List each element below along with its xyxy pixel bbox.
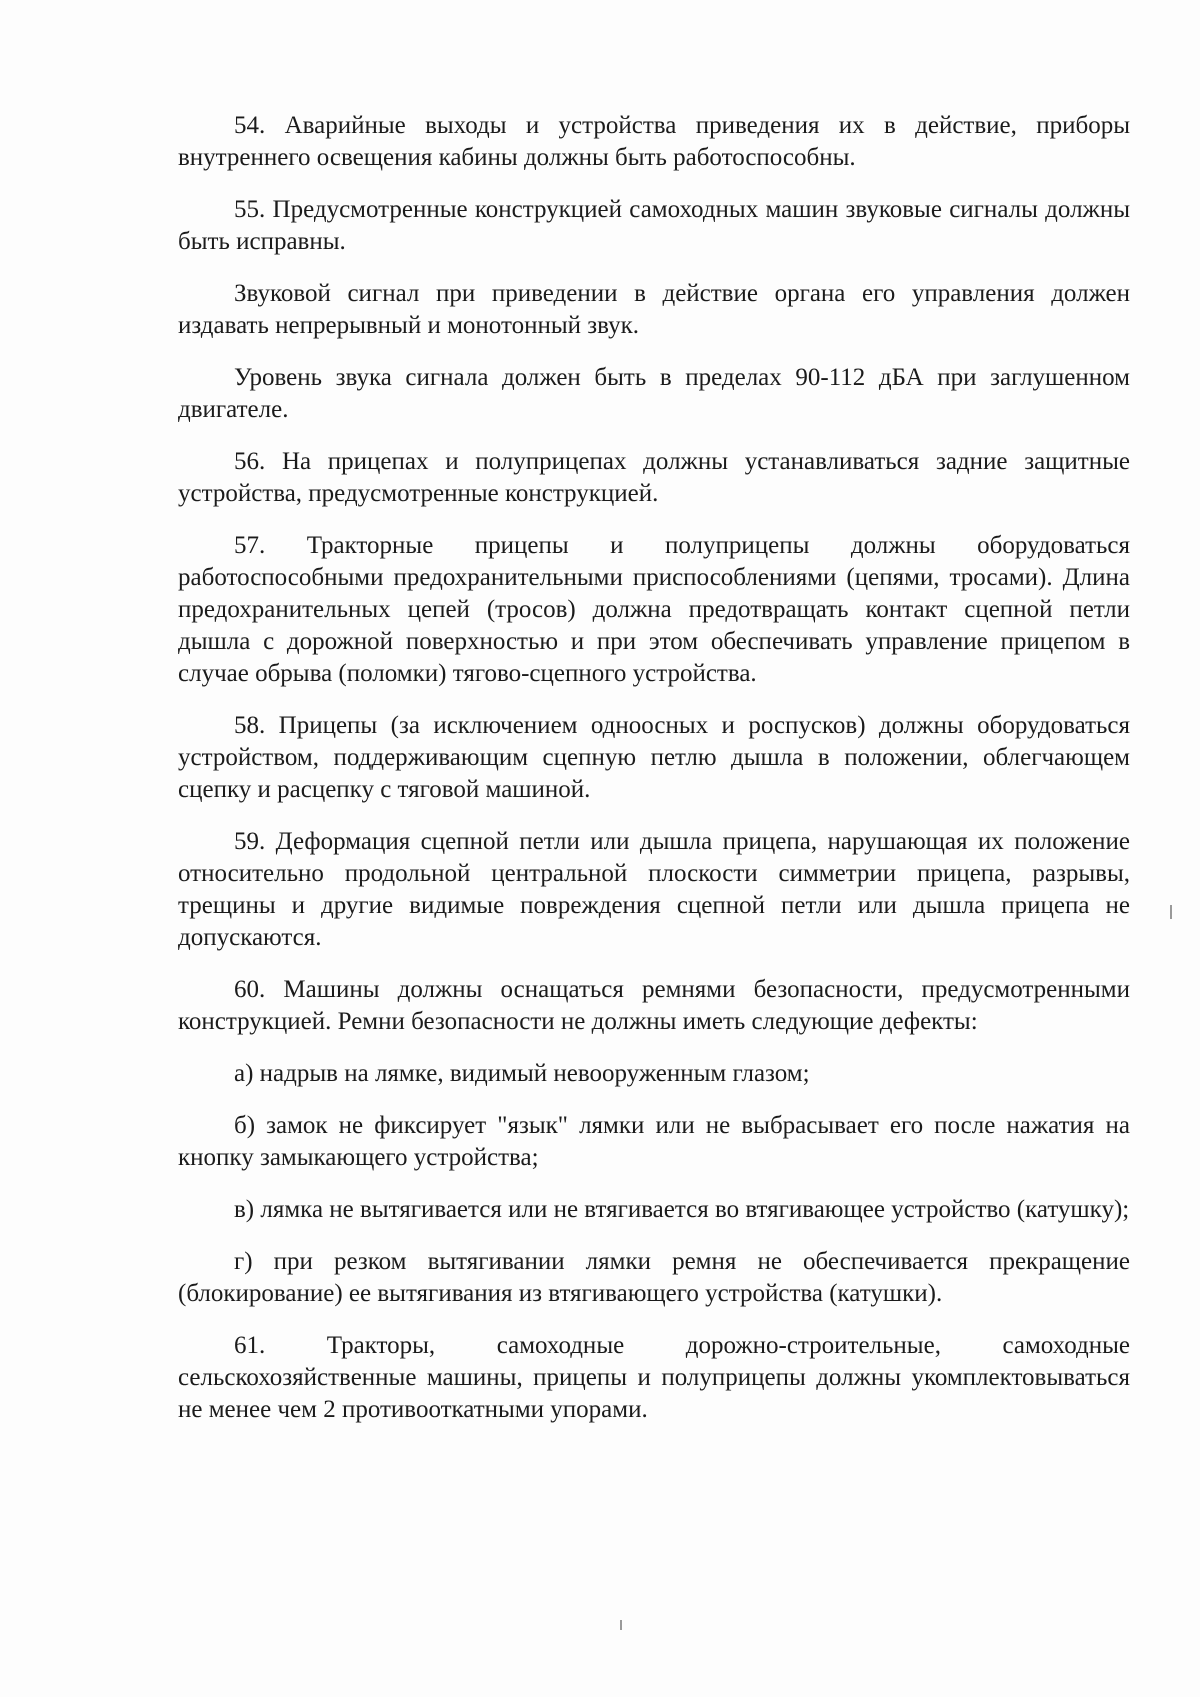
list-item-a: а) надрыв на лямке, видимый невооруженным глазом; — [234, 1060, 810, 1087]
paragraph-sound-signal: Звуковой сигнал при приведении в действие органа его управления должен издавать непрерывный и монотонный звук. — [178, 280, 1130, 339]
paragraph-59: 59. Деформация сцепной петли или дышла прицепа, нарушающая их положение относительно продольной центральной плоскости симметрии прицепа, разрывы, трещины и другие видимые повреждения сцепной петли или дышла прицепа не допускаются. — [178, 828, 1130, 951]
list-item-g: г) при резком вытягивании лямки ремня не обеспечивается прекращение (блокирование) ее вытягивания из втягивающего устройства (катушки). — [178, 1248, 1130, 1307]
paragraph-56: 56. На прицепах и полуприцепах должны устанавливаться задние защитные устройства, предусмотренные конструкцией. — [178, 448, 1130, 507]
paragraph-sound-level: Уровень звука сигнала должен быть в пределах 90-112 дБА при заглушенном двигателе. — [178, 364, 1130, 423]
list-item-v: в) лямка не вытягивается или не втягивается во втягивающее устройство (катушку); — [234, 1196, 1130, 1223]
paragraph-61: 61. Тракторы, самоходные дорожно-строительные, самоходные сельскохозяйственные машины, прицепы и полуприцепы должны укомплектовываться не менее чем 2 противооткатными упорами. — [178, 1332, 1130, 1423]
document-body — [178, 110, 1130, 1446]
scan-mark-bottom — [620, 1620, 622, 1630]
paragraph-58: 58. Прицепы (за исключением одноосных и роспусков) должны оборудоваться устройством, поддерживающим сцепную петлю дышла в положении, облегчающем сцепку и расцепку с тяговой машиной. — [178, 712, 1130, 803]
scan-mark-right — [1170, 905, 1172, 919]
paragraph-57: 57. Тракторные прицепы и полуприцепы должны оборудоваться работоспособными предохранительными приспособлениями (цепями, тросами). Длина предохранительных цепей (тросов) должна предотвращать контакт сцепной петли дышла с дорожной поверхностью и при этом обеспечивать управление прицепом в случае обрыва (поломки) тягово-сцепного устройства. — [178, 532, 1130, 687]
list-item-b: б) замок не фиксирует "язык" лямки или не выбрасывает его после нажатия на кнопку замыкающего устройства; — [178, 1112, 1130, 1171]
paragraph-60: 60. Машины должны оснащаться ремнями безопасности, предусмотренными конструкцией. Ремни безопасности не должны иметь следующие дефекты: — [178, 976, 1130, 1035]
paragraph-54: 54. Аварийные выходы и устройства приведения их в действие, приборы внутреннего освещения кабины должны быть работоспособны. — [178, 112, 1130, 171]
paragraph-55: 55. Предусмотренные конструкцией самоходных машин звуковые сигналы должны быть исправны. — [178, 196, 1130, 255]
